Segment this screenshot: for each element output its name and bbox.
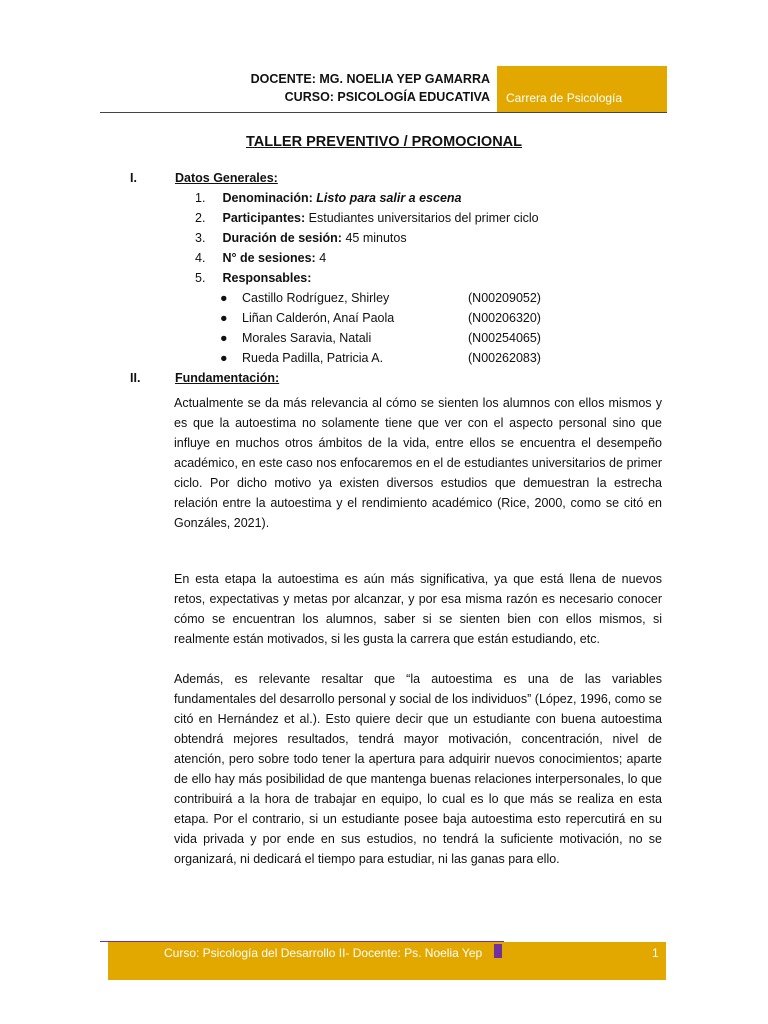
list-item: 2. Participantes: Estudiantes universitarios del primer ciclo	[195, 211, 539, 225]
item-value: 45 minutos	[345, 231, 407, 245]
section-2-label: Fundamentación:	[175, 371, 280, 385]
bullet-icon: ●	[220, 291, 228, 305]
document-title: TALLER PREVENTIVO / PROMOCIONAL	[245, 134, 523, 150]
list-item: 4. N° de sesiones: 4	[195, 251, 327, 265]
header-carrera: Carrera de Psicología	[506, 91, 623, 105]
responsable-code: (N00209052)	[468, 291, 541, 305]
section-2-number: II.	[130, 371, 141, 385]
list-item: 1. Denominación: Listo para salir a escena	[195, 191, 462, 205]
section-1-label: Datos Generales:	[175, 171, 278, 185]
item-label: N° de sesiones:	[222, 251, 316, 265]
section-1-number: I.	[130, 171, 137, 185]
responsable-name: Morales Saravia, Natali	[242, 331, 372, 345]
item-label: Duración de sesión:	[222, 231, 342, 245]
item-label: Responsables:	[222, 271, 312, 285]
bullet-icon: ●	[220, 331, 228, 345]
bullet-icon: ●	[220, 311, 228, 325]
paragraph: Actualmente se da más relevancia al cómo se sienten los alumnos con ellos mismos y es que la autoestima no solamente tiene que ver con el aspecto personal sino que influye en muchos otros ámbitos de la vida, entre ellos se encuentra el desempeño académico, en este caso nos enfocaremos en el de estudiantes universitarios de primer ciclo. Por dicho motivo ya existen diversos estudios que demuestran la estrecha relación entre la autoestima y el rendimiento académico (Rice, 2000, como se citó en Gonzáles, 2021).	[174, 395, 662, 530]
header-info	[100, 70, 490, 106]
responsable-name: Liñan Calderón, Anaí Paola	[242, 311, 395, 325]
list-item: 5. Responsables:	[195, 271, 312, 285]
responsable-code: (N00262083)	[468, 351, 541, 365]
header-carrera-box	[497, 66, 667, 112]
footer-accent	[494, 944, 502, 958]
item-value: Listo para salir a escena	[316, 191, 462, 205]
item-label: Denominación:	[222, 191, 313, 205]
footer-text: Curso: Psicología del Desarrollo II- Docente: Ps. Noelia Yep	[164, 946, 483, 960]
item-value: 4	[319, 251, 327, 265]
list-item: 3. Duración de sesión: 45 minutos	[195, 231, 407, 245]
header-divider	[100, 112, 667, 113]
item-value: Estudiantes universitarios del primer ciclo	[308, 211, 539, 225]
responsable-name: Rueda Padilla, Patricia A.	[242, 351, 384, 365]
page-number: 1	[652, 946, 659, 960]
header-docente: DOCENTE: MG. NOELIA YEP GAMARRA	[250, 72, 490, 86]
header-curso: CURSO: PSICOLOGÍA EDUCATIVA	[284, 90, 490, 104]
item-label: Participantes:	[222, 211, 306, 225]
paragraph: Además, es relevante resaltar que “la autoestima es una de las variables fundamentales del desarrollo personal y social de los individuos” (López, 1996, como se citó en Hernández et al.). Esto quiere decir que un estudiante con buena autoestima obtendrá mejores resultados, tendrá mayor motivación, concentración, nivel de atención, pero sobre todo tener la apertura para adquirir nuevos conocimientos; aparte de ello hay más posibilidad de que mantenga buenas relaciones interpersonales, lo que contribuirá a la hora de trabajar en equipo, lo cual es lo que más se realiza en esta etapa. Por el contrario, si un estudiante posee baja autoestima esto repercutirá en su vida privada y por ende en sus estudios, no tendrá la suficiente motivación, no se organizará, ni dedicará el tiempo para estudiar, ni las ganas para ello.	[174, 671, 662, 866]
paragraph: En esta etapa la autoestima es aún más significativa, ya que está llena de nuevos retos, expectativas y metas por alcanzar, y por esa misma razón es necesario conocer cómo se encuentran los alumnos, saber si se sienten bien con ellos mismos, si realmente están motivados, si les gusta la carrera que están estudiando, etc.	[174, 571, 662, 646]
responsable-code: (N00254065)	[468, 331, 541, 345]
responsable-name: Castillo Rodríguez, Shirley	[242, 291, 390, 305]
bullet-icon: ●	[220, 351, 228, 365]
responsable-code: (N00206320)	[468, 311, 541, 325]
